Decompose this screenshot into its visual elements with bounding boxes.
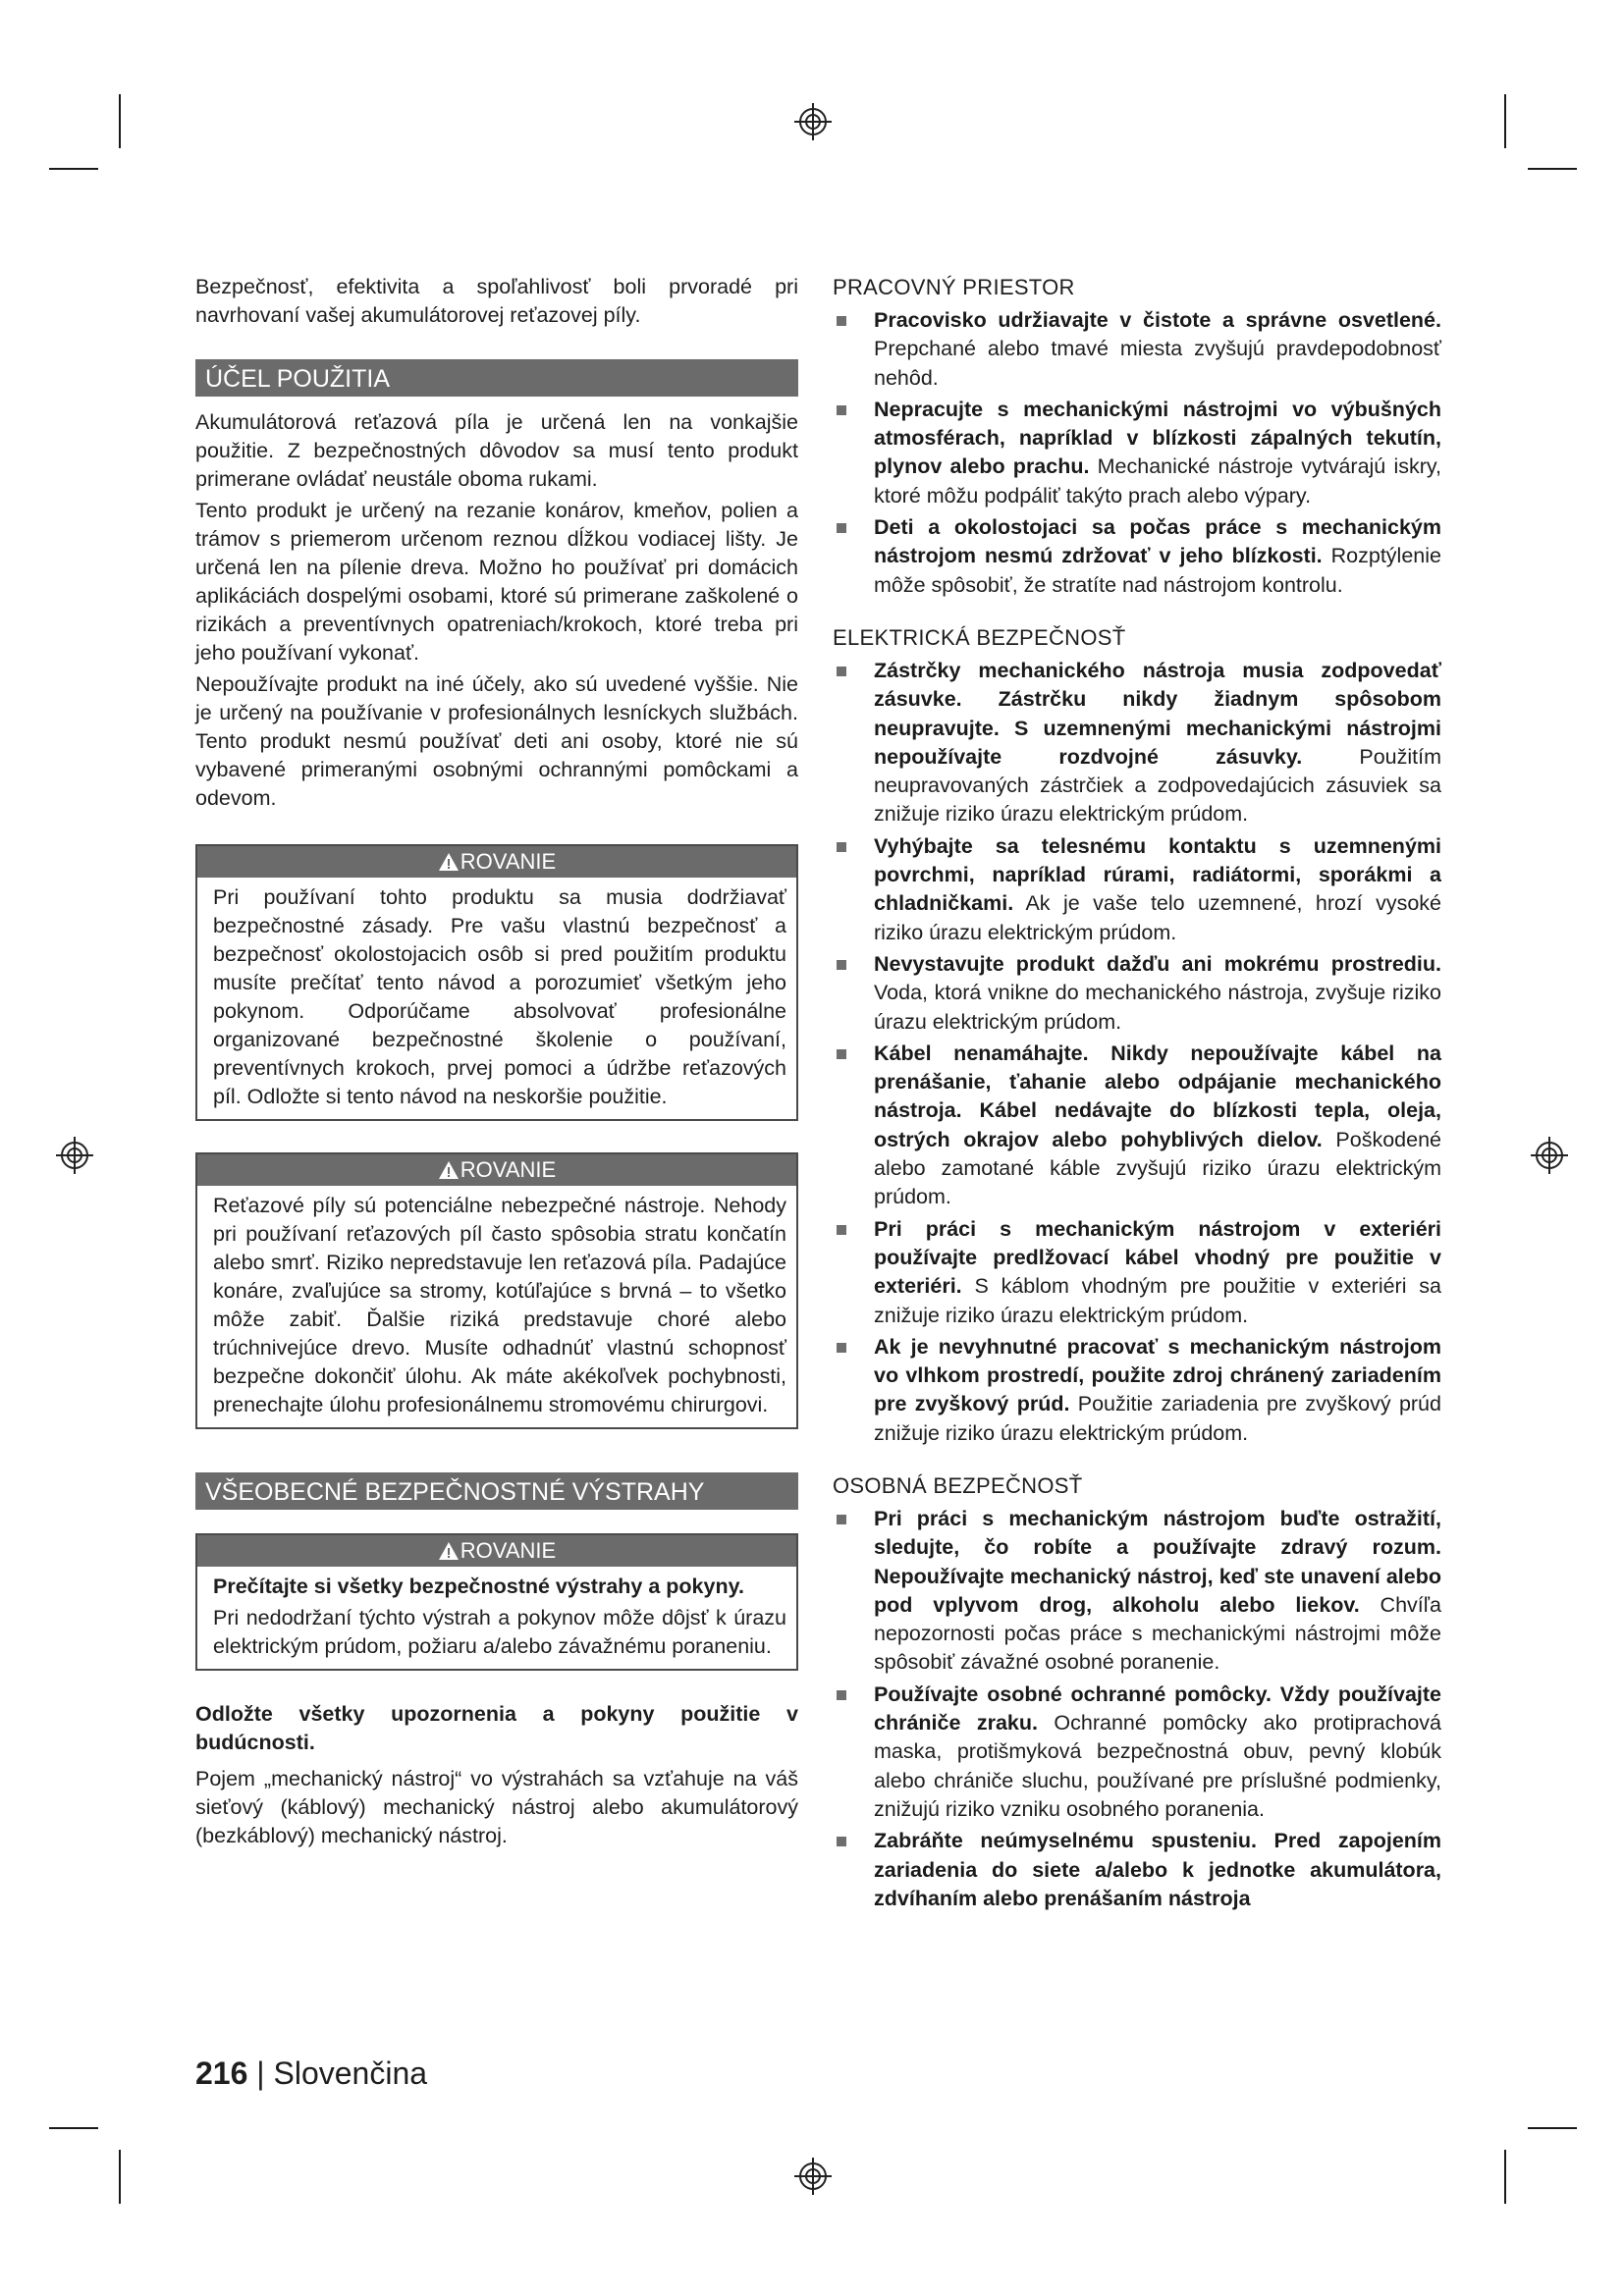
bullet-icon	[837, 1343, 846, 1353]
warning-header	[197, 846, 796, 878]
bullet-icon	[837, 1515, 846, 1524]
list-item: Používajte osobné ochranné pomôcky. Vždy používajte chrániče zraku. Ochranné pomôcky ako protiprachová maska, protišmyková bezpečnostná obuv, pevný klobúk alebo chrániče sluchu, používané pre príslušné podmienky, znižujú riziko vzniku osobného poranenia.	[833, 1681, 1441, 1824]
term-definition: Pojem „mechanický nástroj“ vo výstrahách sa vzťahuje na váš sieťový (káblový) mechanický nástroj alebo akumulátorový (bezkáblový) mechanický nástroj.	[195, 1767, 798, 1847]
bullet-icon	[837, 960, 846, 970]
warning-triangle-icon	[438, 1541, 460, 1561]
list-item: Zabráňte neúmyselnému spusteniu. Pred zapojením zariadenia do siete a/alebo k jednotke akumulátora, zdvíhaním alebo prenášaním nástroja	[833, 1827, 1441, 1913]
page-number: 216	[195, 2056, 248, 2091]
warning-triangle-icon	[438, 1160, 460, 1180]
list-item: Zástrčky mechanického nástroja musia zodpovedať zásuvke. Zástrčku nikdy žiadnym spôsobom neupravujte. S uzemnenými mechanickými nástrojmi nepoužívajte rozdvojné zásuvky. Použitím neupravovaných zástrčiek a zodpovedajúcich zásuviek sa znižuje riziko úrazu elektrickým prúdom.	[833, 657, 1441, 829]
right-column	[833, 273, 1441, 1916]
work-area-list	[833, 306, 1441, 600]
list-item: Nevystavujte produkt dažďu ani mokrému prostrediu. Voda, ktorá vnikne do mechanického nástroja, zvyšuje riziko úrazu elektrickým prúdom.	[833, 950, 1441, 1037]
list-item: Vyhýbajte sa telesnému kontaktu s uzemnenými povrchmi, napríklad rúrami, radiátormi, sporákmi a chladničkami. Ak je vaše telo uzemnené, hrozí vysoké riziko úrazu elektrickým prúdom.	[833, 832, 1441, 947]
warning-label: ROVANIE	[460, 849, 557, 874]
heading-electrical: ELEKTRICKÁ BEZPEČNOSŤ	[833, 624, 1126, 650]
warning-box-3	[195, 1533, 798, 1671]
list-item: Pracovisko udržiavajte v čistote a správne osvetlené. Prepchané alebo tmavé miesta zvyšujú pravdepodobnosť nehôd.	[833, 306, 1441, 393]
bullet-icon	[837, 667, 846, 676]
section-heading-general: VŠEOBECNÉ BEZPEČNOSTNÉ VÝSTRAHY	[195, 1472, 798, 1510]
warning-box-2	[195, 1152, 798, 1429]
warning-text: Reťazové píly sú potenciálne nebezpečné nástroje. Nehody pri používaní reťazových píl často spôsobia stratu končatín alebo smrť. Riziko nepredstavuje len reťazová píla. Padajúce konáre, zvaľujúce sa stromy, kotúľajúce s brvná – to všetko môže zabiť. Ďalšie riziká predstavuje choré alebo trúchnivejúce drevo. Musíte odhadnúť vlastnú schopnosť bezpečne dokončiť úlohu. Ak máte akékoľvek pochybnosti, prenechajte úlohu profesionálnemu stromovému chirurgovi.	[213, 1194, 786, 1416]
registration-mark-icon	[793, 102, 833, 141]
warning-text: Pri nedodržaní týchto výstrah a pokynov môže dôjsť k úrazu elektrickým prúdom, požiaru a/alebo závažnému poraneniu.	[213, 1606, 786, 1658]
bullet-icon	[837, 523, 846, 533]
left-column	[195, 273, 798, 1850]
bullet-icon	[837, 1690, 846, 1700]
list-item: Deti a okolostojaci sa počas práce s mechanickým nástrojom nesmú zdržovať v jeho blízkosti. Rozptýlenie môže spôsobiť, že stratíte nad nástrojom kontrolu.	[833, 513, 1441, 600]
use-paragraph-2: Tento produkt je určený na rezanie konárov, kmeňov, polien a trámov s priemerom určenom reznou dĺžkou vodiacej lišty. Je určená len na pílenie dreva. Možno ho používať pri domácich aplikáciách dospelými osobami, ktoré sú primerane zaškolené o rizikách a preventívnych opatreniach/krokoch, ktoré treba pri jeho používaní vykonať.	[195, 499, 798, 665]
crop-mark	[119, 94, 121, 148]
use-paragraph-3: Nepoužívajte produkt na iné účely, ako sú uvedené vyššie. Nie je určený na používanie v profesionálnych lesníckych službách. Tento produkt nesmú používať deti ani osoby, ktoré nie sú vybavené primeranými osobnými ochrannými pomôckami a odevom.	[195, 672, 798, 810]
warning-triangle-icon	[438, 852, 460, 872]
bullet-icon	[837, 316, 846, 326]
crop-mark	[119, 2150, 121, 2204]
electrical-list	[833, 657, 1441, 1448]
personal-list	[833, 1505, 1441, 1913]
intro-paragraph: Bezpečnosť, efektivita a spoľahlivosť boli prvoradé pri navrhovaní vašej akumulátorovej reťazovej píly.	[195, 275, 798, 327]
warning-label: ROVANIE	[460, 1157, 557, 1182]
heading-personal: OSOBNÁ BEZPEČNOSŤ	[833, 1472, 1083, 1498]
registration-mark-icon	[1530, 1136, 1569, 1175]
warning-bold-text: Prečítajte si všetky bezpečnostné výstrahy a pokyny.	[213, 1575, 744, 1598]
heading-work-area: PRACOVNÝ PRIESTOR	[833, 275, 1075, 299]
footer-language: Slovenčina	[273, 2056, 428, 2091]
warning-header	[197, 1535, 796, 1567]
section-heading-use: ÚČEL POUŽITIA	[195, 359, 798, 397]
crop-mark	[1528, 168, 1577, 170]
warning-label: ROVANIE	[460, 1538, 557, 1563]
registration-mark-icon	[793, 2157, 833, 2196]
list-item: Kábel nenamáhajte. Nikdy nepoužívajte kábel na prenášanie, ťahanie alebo odpájanie mechanického nástroja. Kábel nedávajte do blízkosti tepla, oleja, ostrých okrajov alebo pohyblivých dielov. Poškodené alebo zamotané káble zvyšujú riziko úrazu elektrickým prúdom.	[833, 1040, 1441, 1212]
keep-instructions-note: Odložte všetky upozornenia a pokyny použitie v budúcnosti.	[195, 1702, 798, 1754]
crop-mark	[1504, 2150, 1506, 2204]
crop-mark	[49, 2127, 98, 2129]
bullet-icon	[837, 842, 846, 852]
page-footer	[195, 2054, 427, 2093]
bullet-icon	[837, 1837, 846, 1846]
warning-text: Pri používaní tohto produktu sa musia dodržiavať bezpečnostné zásady. Pre vašu vlastnú bezpečnosť a bezpečnosť okolostojacich osôb si pred použitím produktu musíte prečítať tento návod a porozumieť všetkým jeho pokynom. Odporúčame absolvovať profesionálne organizované bezpečnostné školenie o používaní, preventívnych krokoch, prvej pomoci a údržbe reťazových píl. Odložte si tento návod na neskoršie použitie.	[213, 885, 786, 1108]
list-item: Pri práci s mechanickým nástrojom v exteriéri používajte predlžovací kábel vhodný pre použitie v exteriéri. S káblom vhodným pre použitie v exteriéri sa znižuje riziko úrazu elektrickým prúdom.	[833, 1215, 1441, 1330]
use-paragraph-1: Akumulátorová reťazová píla je určená len na vonkajšie použitie. Z bezpečnostných dôvodov sa musí tento produkt primerane ovládať neustále oboma rukami.	[195, 410, 798, 491]
warning-box-1	[195, 844, 798, 1121]
crop-mark	[49, 168, 98, 170]
warning-header	[197, 1154, 796, 1186]
bullet-icon	[837, 1049, 846, 1059]
bullet-icon	[837, 1225, 846, 1235]
list-item: Pri práci s mechanickým nástrojom buďte ostražití, sledujte, čo robíte a používajte zdravý rozum. Nepoužívajte mechanický nástroj, keď ste unavení alebo pod vplyvom drog, alkoholu alebo liekov. Chvíľa nepozornosti počas práce s mechanickými nástrojmi môže spôsobiť závažné osobné poranenie.	[833, 1505, 1441, 1678]
crop-mark	[1528, 2127, 1577, 2129]
list-item: Ak je nevyhnutné pracovať s mechanickým nástrojom vo vlhkom prostredí, použite zdroj chránený zariadením pre zvyškový prúd. Použitie zariadenia pre zvyškový prúd znižuje riziko úrazu elektrickým prúdom.	[833, 1333, 1441, 1448]
bullet-icon	[837, 405, 846, 415]
list-item: Nepracujte s mechanickými nástrojmi vo výbušných atmosférach, napríklad v blízkosti zápalných tekutín, plynov alebo prachu. Mechanické nástroje vytvárajú iskry, ktoré môžu podpáliť takýto prach alebo výpary.	[833, 396, 1441, 510]
crop-mark	[1504, 94, 1506, 148]
footer-separator: |	[256, 2056, 265, 2091]
registration-mark-icon	[55, 1136, 94, 1175]
